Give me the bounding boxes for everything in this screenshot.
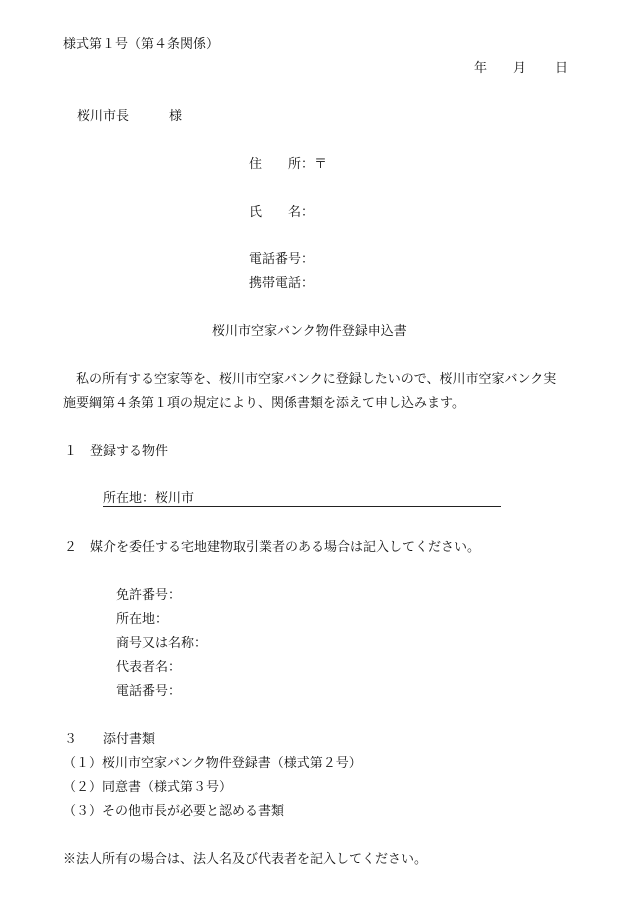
document-title: 桜川市空家バンク物件登録申込書 bbox=[212, 324, 407, 339]
property-location-underline bbox=[103, 506, 501, 507]
section-1-heading: １ 登録する物件 bbox=[64, 444, 169, 459]
applicant-phone-label: 電話番号： bbox=[249, 252, 315, 267]
section-2-heading: ２ 媒介を委任する宅地建物取引業者のある場合は記入してください。 bbox=[64, 540, 481, 555]
broker-phone-label: 電話番号： bbox=[116, 684, 182, 699]
attachment-item-3: （３）その他市長が必要と認める書類 bbox=[63, 804, 285, 819]
broker-location-label: 所在地： bbox=[116, 612, 169, 627]
attachment-item-2: （２）同意書（様式第３号） bbox=[63, 780, 233, 795]
applicant-mobile-label: 携帯電話： bbox=[249, 276, 315, 291]
addressee-honorific: 様 bbox=[169, 109, 183, 124]
property-location-label: 所在地：桜川市 bbox=[103, 491, 195, 506]
date-day-label: 日 bbox=[555, 61, 569, 76]
intro-line-1: 私の所有する空家等を、桜川市空家バンクに登録したいので、桜川市空家バンク実 bbox=[76, 372, 557, 387]
corporate-owner-note: ※法人所有の場合は、法人名及び代表者を記入してください。 bbox=[63, 852, 428, 867]
broker-trade-name-label: 商号又は名称： bbox=[116, 636, 208, 651]
addressee-name: 桜川市長 bbox=[77, 109, 130, 124]
section-3-heading: 添付書類 bbox=[103, 732, 156, 747]
attachment-item-1: （１）桜川市空家バンク物件登録書（様式第２号） bbox=[63, 756, 362, 771]
applicant-address-label: 住 所：〒 bbox=[249, 157, 328, 172]
date-month-label: 月 bbox=[513, 61, 527, 76]
applicant-name-label: 氏 名： bbox=[249, 205, 315, 220]
date-year-label: 年 bbox=[474, 61, 488, 76]
intro-line-2: 施要綱第４条第１項の規定により、関係書類を添えて申し込みます。 bbox=[63, 396, 465, 411]
broker-license-number-label: 免許番号： bbox=[116, 588, 182, 603]
form-number-label: 様式第１号（第４条関係） bbox=[63, 37, 220, 52]
broker-representative-label: 代表者名： bbox=[116, 660, 182, 675]
section-3-number: ３ bbox=[64, 732, 78, 747]
